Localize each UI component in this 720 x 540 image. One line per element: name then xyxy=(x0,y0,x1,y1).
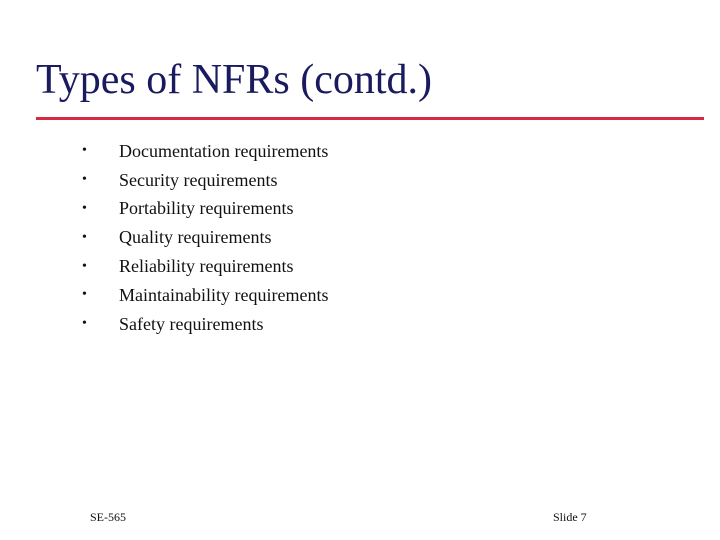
list-item-text: Portability requirements xyxy=(119,198,294,219)
bullet-icon: • xyxy=(82,287,87,303)
bullet-icon: • xyxy=(82,143,87,159)
list-item xyxy=(82,195,328,224)
slide-title: Types of NFRs (contd.) xyxy=(36,57,433,103)
list-item-text: Documentation requirements xyxy=(119,140,329,161)
list-item xyxy=(82,281,328,310)
list-item xyxy=(82,310,328,339)
bullet-list xyxy=(82,137,328,339)
list-item-text: Quality requirements xyxy=(119,227,272,248)
list-item-text: Maintainability requirements xyxy=(119,284,329,305)
list-item-text: Reliability requirements xyxy=(119,256,294,277)
footer-course-label: SE-565 xyxy=(90,510,126,524)
bullet-icon: • xyxy=(82,229,87,245)
list-item xyxy=(82,137,328,166)
bullet-icon: • xyxy=(82,316,87,332)
list-item-text: Security requirements xyxy=(119,169,278,190)
list-item xyxy=(82,223,328,252)
list-item xyxy=(82,252,328,281)
list-item-text: Safety requirements xyxy=(119,313,264,334)
bullet-icon: • xyxy=(82,172,87,188)
bullet-icon: • xyxy=(82,200,87,216)
title-divider xyxy=(36,117,704,120)
footer-slide-number: Slide 7 xyxy=(553,510,587,524)
bullet-icon: • xyxy=(82,258,87,274)
list-item xyxy=(82,166,328,195)
